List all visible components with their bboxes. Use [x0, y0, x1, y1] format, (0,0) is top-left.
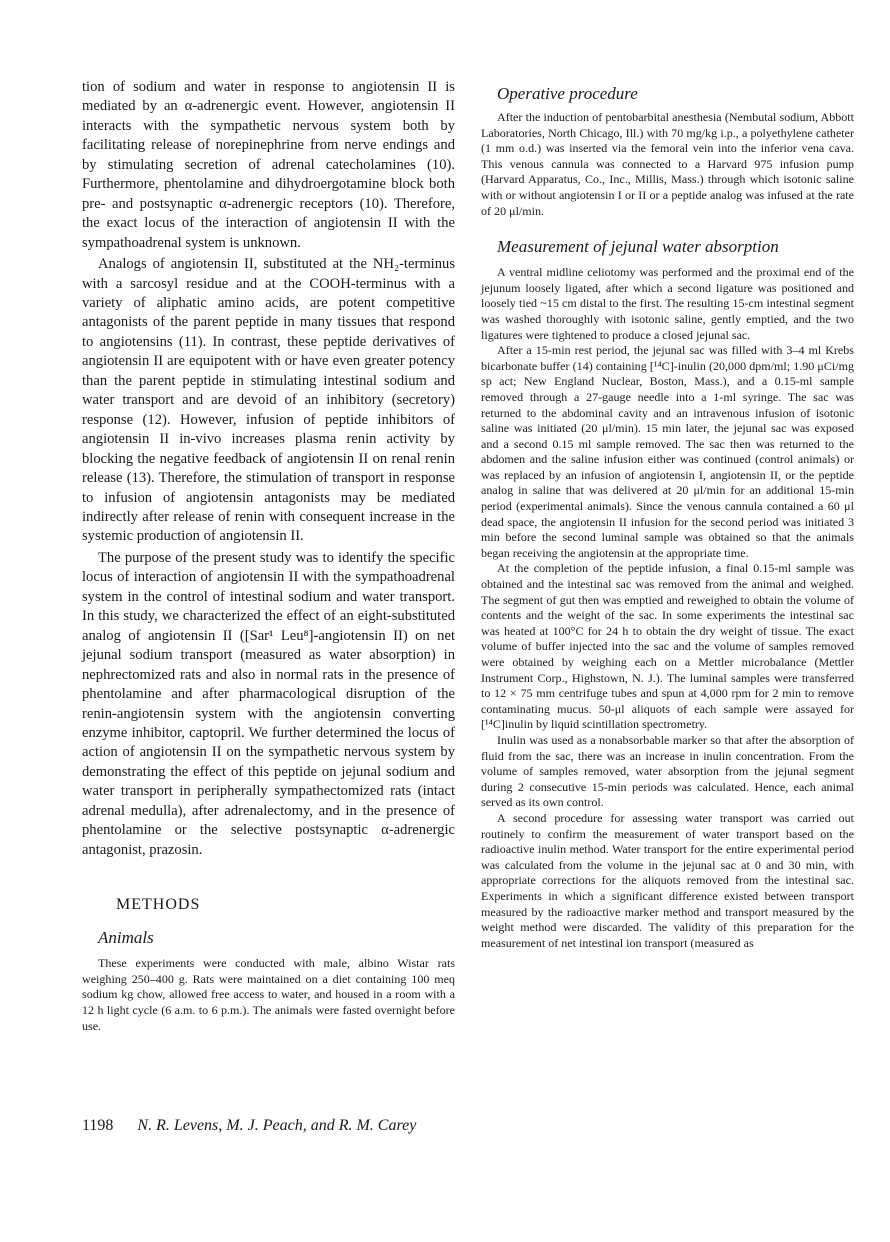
measurement-paragraph-1: A ventral midline celiotomy was performed and the proximal end of the jejunum loosely ligated, after which a second ligature was positioned and loosely tied ~15 cm distal to the first. The resulting 15-cm intestinal segment was washed thoroughly with isotonic saline, gently emptied, and the two ligatures were tightened to produce a closed jejunal sac.: [481, 265, 854, 342]
methods-heading: METHODS: [116, 896, 201, 914]
measurement-paragraph-2: After a 15-min rest period, the jejunal sac was filled with 3–4 ml Krebs bicarbonate buffer (14) containing [¹⁴C]-inulin (20,000 dpm/ml; 1.90 μCi/mg sp act; New England Nuclear, Boston, Mass.), and a 0.15-ml sample removed through a 27-gauge needle into a 1-ml syringe. The sac was returned to the abdominal cavity and an intravenous infusion of isotonic saline was initiated (20 μl/min). 15 min later, the jejunal sac was exposed and a second 0.15 ml sample removed. The sac then was returned to the abdomen and the saline infusion either was continued (control animals) or was replaced by an infusion of angiotensin I, angiotensin II, or the peptide analog in saline that was delivered at 20 μl/min for an additional 15-min period (experimental animals). Since the venous cannula contained a 60 μl dead space, the angiotensin II infusion for the second period was initiated 3 min before the second luminal sample was obtained so that the animals began receiving the angiotensin at the appropriate time.: [481, 343, 854, 560]
right-column: [481, 84, 854, 951]
measurement-paragraph-5: A second procedure for assessing water transport was carried out routinely to confirm the measurement of water transport based on the radioactive inulin method. Water transport for the entire experimental period was calculated from the volume in the jejunal sac at 0 and 30 min, with appropriate corrections for the aliquots removed from the intestinal sac. Experiments in which a significant difference existed between transport measured by the radioactive marker method and transport measured by the weight method were discarded. The validity of this preparation for the measurement of net intestinal ion transport (measured as: [481, 810, 854, 950]
measurement-paragraph-4: Inulin was used as a nonabsorbable marker so that after the absorption of fluid from the sac, there was an increase in inulin concentration. From the volume of samples removed, water absorption from the jejunal segment during 2 consecutive 15-min periods was calculated. Hence, each animal served as its own control.: [481, 732, 854, 810]
intro-paragraph-3: The purpose of the present study was to identify the specific locus of interaction of angiotensin II with the sympathoadrenal system in the control of intestinal sodium and water transport. In this study, we characterized the effect of an eight-substituted analog of angiotensin II ([Sar¹ Leu⁸]-angiotensin II) on net jejunal sodium transport (measured as water absorption) in nephrectomized rats and also in normal rats in the presence of phentolamine and after pharmacological disruption of the renin-angiotensin system with the angiotensin converting enzyme inhibitor, captopril. We further determined the locus of action of angiotensin II on the sympathetic nervous system by demonstrating the effect of this peptide on jejunal sodium and water transport in peripherally sympathectomized rats (intact adrenal medulla), after adrenalectomy, and in the presence of phentolamine or the selective postsynaptic α-adrenergic antagonist, prazosin.: [82, 549, 455, 858]
page-number: 1198: [82, 1117, 114, 1134]
intro-paragraph-2: Analogs of angiotensin II, substituted at the NH₂-terminus with a sarcosyl residue and at the COOH-terminus with a variety of aliphatic amino acids, are potent competitive antagonists of the parent peptide in many tissues that respond to angiotensins (11). In contrast, these peptide derivatives of angiotensin II are equipotent with or have even greater potency than the parent peptide in stimulating intestinal sodium and water transport and are devoid of an inhibitory (secretory) response (12). However, infusion of peptide inhibitors of angiotensin II in-vivo increases plasma renin activity by blocking the negative feedback of angiotensin II on renal renin release (13). Therefore, the stimulation of transport in response to infusion of angiotensin antagonists may be mediated indirectly after release of renin with consequent increase in the systemic production of angiotensin II.: [82, 256, 455, 545]
animals-heading: Animals: [98, 928, 154, 948]
left-column: [82, 78, 455, 1034]
operative-procedure-paragraph: After the induction of pentobarbital anesthesia (Nembutal sodium, Abbott Laboratories, North Chicago, Ill.) with 70 mg/kg i.p., a polyethylene catheter (1 mm o.d.) was inserted via the femoral vein into the inferior vena cava. This venous cannula was connected to a Harvard 975 infusion pump (Harvard Apparatus, Co., Inc., Millis, Mass.) through which isotonic saline with or without angiotensin I or II or a peptide analog was infused at the rate of 20 μl/min.: [481, 110, 854, 218]
measurement-heading: Measurement of jejunal water absorption: [497, 237, 779, 257]
measurement-paragraph-3: At the completion of the peptide infusion, a final 0.15-ml sample was obtained and the intestinal sac was removed from the animal and weighed. The segment of gut then was emptied and reweighed to obtain the volume of contents and the weight of the sac. In some experiments the intestinal sac was heated at 100°C for 24 h to obtain the dry weight of tissue. The exact volume of buffer injected into the sac and the volume of samples removed were obtained by weighing each on a Mettler microbalance (Mettler Instrument Corp., Highstown, N. J.). The luminal samples were transferred to 12 × 75 mm centrifuge tubes and spun at 4,000 rpm for 2 min to remove contaminating mucus. 50-μl aliquots of each sample were assayed for [¹⁴C]inulin by liquid scintillation spectrometry.: [481, 561, 854, 732]
running-authors: N. R. Levens, M. J. Peach, and R. M. Carey: [137, 1117, 417, 1134]
page-footer: [82, 1117, 862, 1135]
operative-procedure-heading: Operative procedure: [497, 84, 638, 103]
intro-paragraph-1: tion of sodium and water in response to angiotensin II is mediated by an α-adrenergic event. However, angiotensin II interacts with the sympathetic nervous system both by facilitating release of norepinephrine from nerve endings and by stimulating secretion of adrenal catecholamines (10). Furthermore, phentolamine and dihydroergotamine block both pre- and postsynaptic α-adrenergic receptors (10). Therefore, the exact locus of the interaction of angiotensin II with the sympathoadrenal system is unknown.: [82, 79, 455, 251]
animals-paragraph: These experiments were conducted with male, albino Wistar rats weighing 250–400 g. Rats were maintained on a diet containing 100 meq sodium kg chow, allowed free access to water, and housed in a room with a 12 h light cycle (6 a.m. to 6 p.m.). The animals were fasted overnight before use.: [82, 956, 455, 1033]
